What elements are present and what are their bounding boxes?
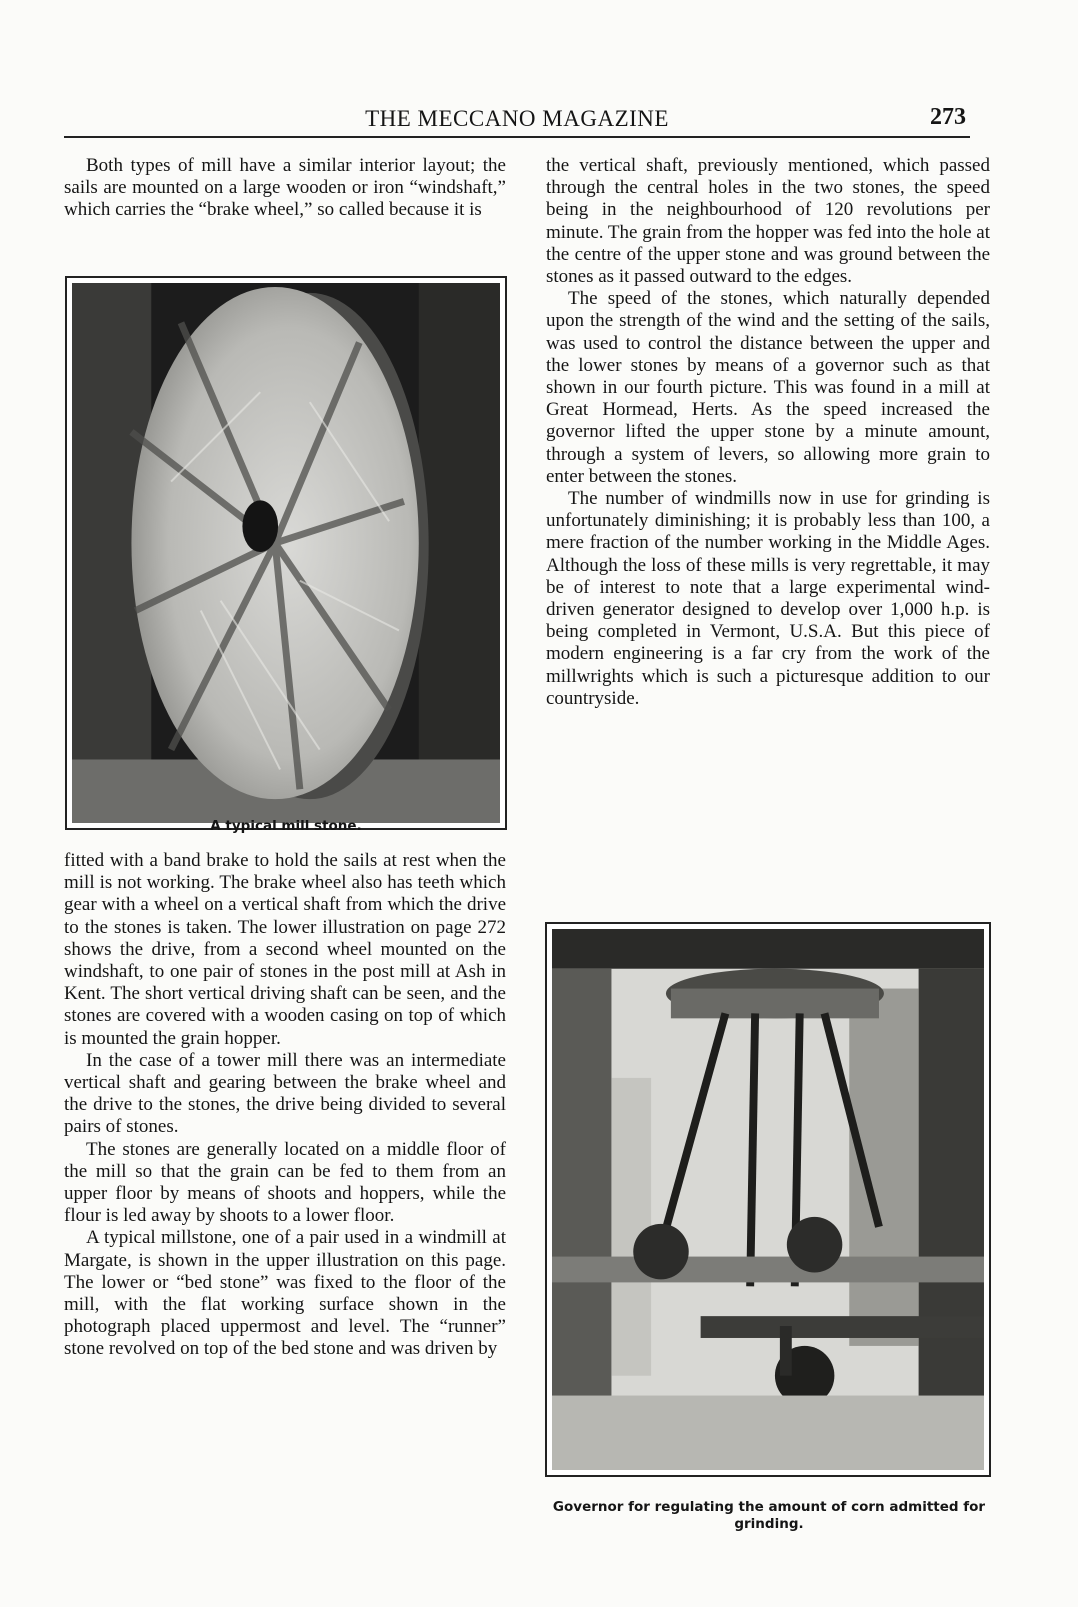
governor-photo [552,929,984,1470]
millstone-figure [65,276,507,830]
paragraph: A typical millstone, one of a pair used in a windmill at Margate, is shown in the upper illustration on this page. The lower or “bed stone” was fixed to the floor of the mill, with the flat working surface shown in the photograph placed uppermost and level. The “runner” stone revolved on top of the bed stone and was driven by [64,1227,506,1360]
page-header [64,104,970,138]
governor-figure [545,922,991,1477]
paragraph: fitted with a band brake to hold the sails at rest when the mill is not working. The brake wheel also has teeth which gear with a wheel on a vertical shaft from which the drive to the stones is taken. The lower illustration on page 272 shows the drive, from a second wheel mounted on the windshaft, to one pair of stones in the post mill at Ash in Kent. The short vertical driving shaft can be seen, and the stones are covered with a wooden casing on top of which is mounted the grain hopper. [64,850,506,1049]
page-number: 273 [930,104,966,130]
left-column-top [64,155,506,222]
paragraph: In the case of a tower mill there was an intermediate vertical shaft and gearing between the brake wheel and the drive to the stones, the drive being divided to several pairs of stones. [64,1049,506,1138]
millstone-caption: A typical mill stone. [210,818,362,834]
paragraph: The number of windmills now in use for grinding is unfortunately diminishing; it is probably less than 100, a mere fraction of the number working in the Middle Ages. Although the loss of these mills is very regrettable, it may be of interest to note that a large experimental wind-driven generator designed to develop over 1,000 h.p. is being completed in Vermont, U.S.A. But this piece of modern engineering is a far cry from the work of the millwrights which is such a picturesque addition to our countryside. [546,488,990,709]
magazine-title: THE MECCANO MAGAZINE [365,106,669,131]
paragraph: The stones are generally located on a middle floor of the mill so that the grain can be fed to them from an upper floor by means of shoots and hoppers, while the flour is led away by shoots to a lower floor. [64,1138,506,1227]
millstone-photo [72,283,500,823]
paragraph: the vertical shaft, previously mentioned, which passed through the central holes in the two stones, the speed being in the neighbourhood of 120 revolutions per minute. The grain from the hopper was fed into the hole at the centre of the upper stone and was ground between the stones as it passed outward to the edges. [546,155,990,288]
governor-caption: Governor for regulating the amount of corn admitted for grinding. [552,1499,986,1532]
paragraph: The speed of the stones, which naturally depended upon the strength of the wind and the setting of the sails, was used to control the distance between the upper and the lower stones by means of a governor such as that shown in our fourth picture. This was found in a mill at Great Hormead, Herts. As the speed increased the governor lifted the upper stone by a minute amount, through a system of levers, so allowing more grain to enter between the stones. [546,288,990,487]
paragraph: Both types of mill have a similar interior layout; the sails are mounted on a large wooden or iron “windshaft,” which carries the “brake wheel,” so called because it is [64,155,506,221]
right-column [546,155,990,710]
left-column-bottom [64,850,506,1361]
